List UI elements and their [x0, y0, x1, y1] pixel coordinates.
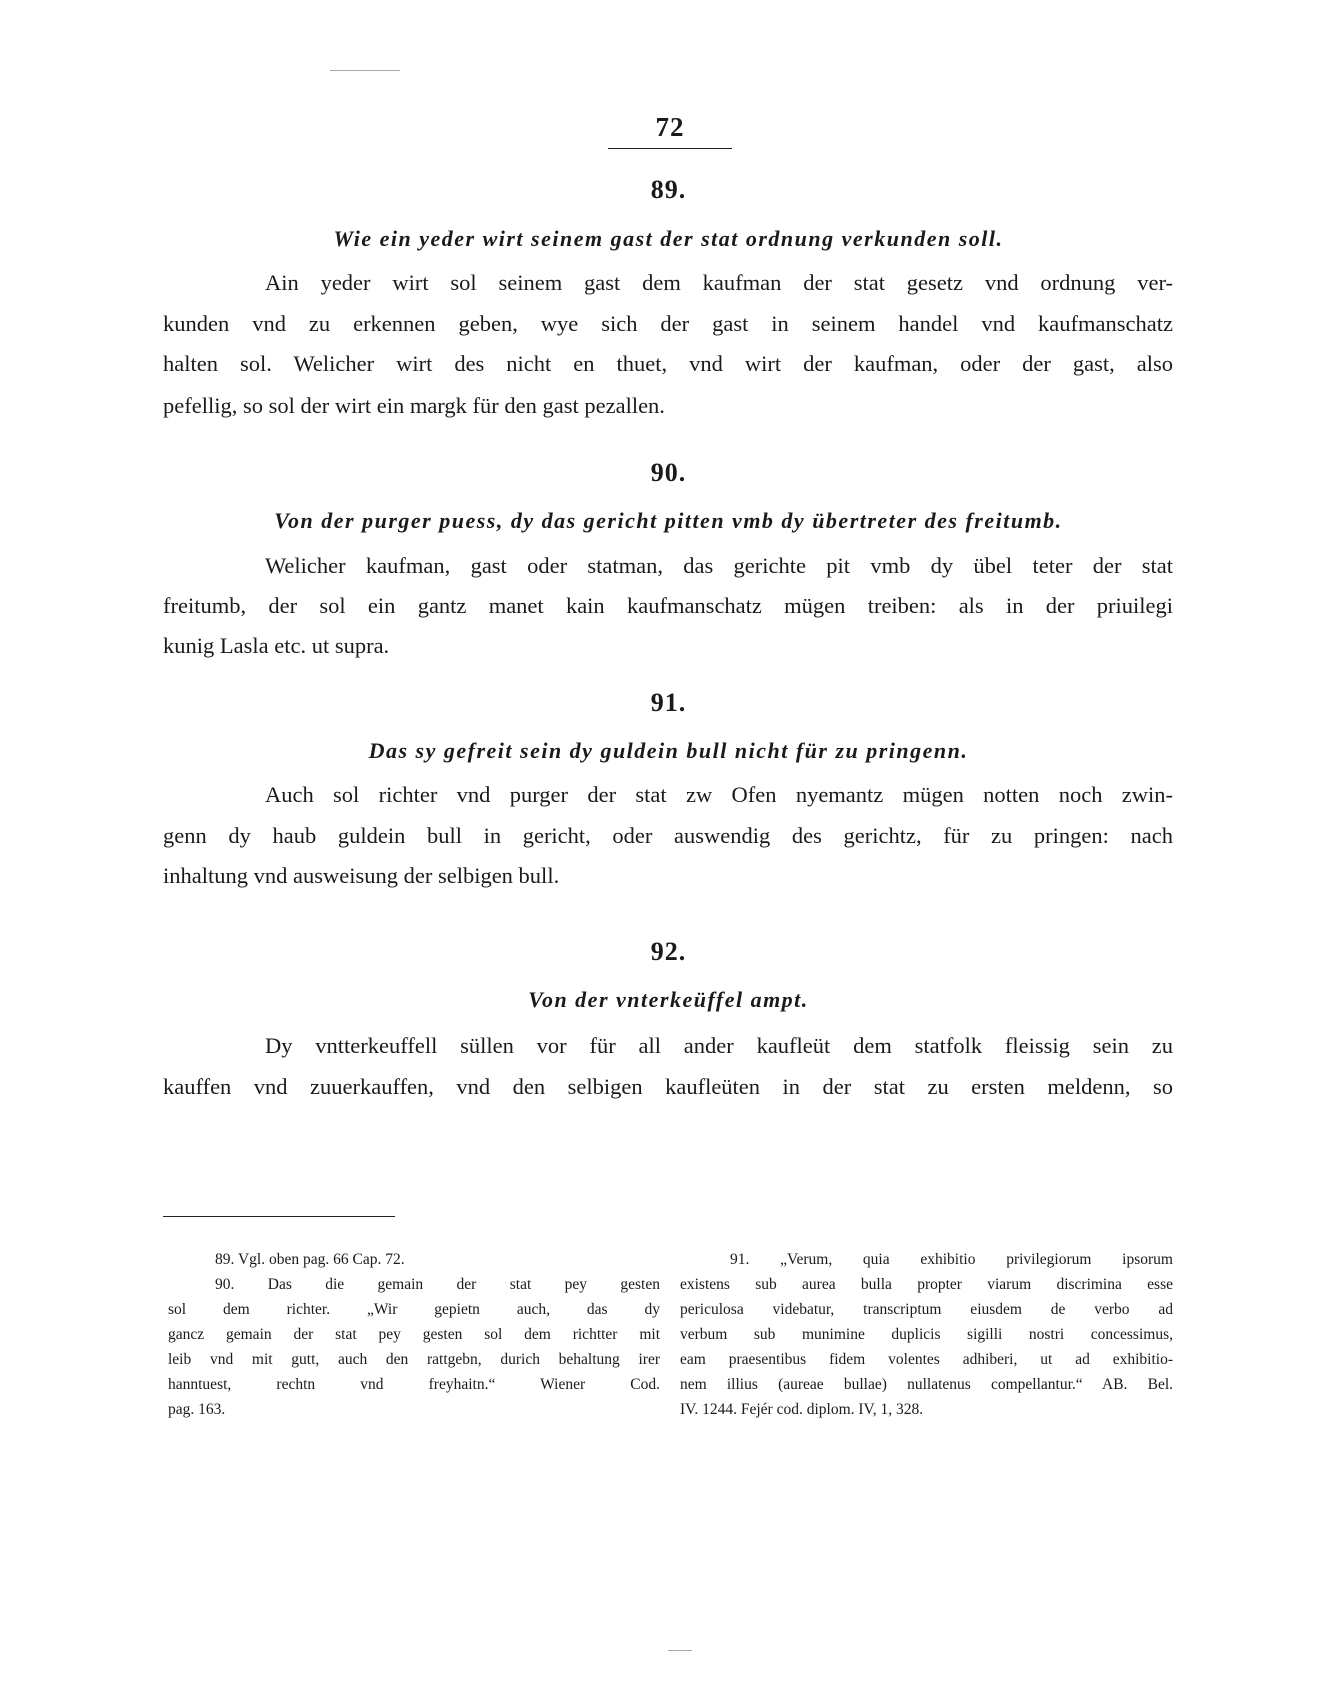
section-number: 92. [650, 937, 687, 966]
section-number: 91. [650, 688, 687, 717]
footnote-rule [163, 1216, 395, 1217]
section-number: 90. [650, 458, 687, 487]
body-line: Ain yeder wirt sol seinem gast dem kaufman der stat gesetz vnd ordnung ver- [265, 270, 1173, 295]
footnote-line: gancz gemain der stat pey gesten sol dem richtter mit [168, 1326, 660, 1343]
scan-speck [668, 1650, 692, 1651]
footnote-line: 89. Vgl. oben pag. 66 Cap. 72. [215, 1251, 405, 1268]
section-title: Von der vnterkeüffel ampt. [528, 987, 809, 1012]
body-line: freitumb, der sol ein gantz manet kain kaufmanschatz mügen treiben: als in der priuilegi [163, 593, 1173, 618]
footnote-line: IV. 1244. Fejér cod. diplom. IV, 1, 328. [680, 1401, 924, 1418]
footnote-line: sol dem richter. „Wir gepietn auch, das dy [168, 1301, 660, 1318]
body-line: Auch sol richter vnd purger der stat zw Ofen nyemantz mügen notten noch zwin- [265, 782, 1173, 807]
section-title: Von der purger puess, dy das gericht pitten vmb dy übertreter des freitumb. [274, 508, 1063, 533]
body-line: pefellig, so sol der wirt ein margk für den gast pezallen. [163, 393, 665, 418]
footnote-line: 90. Das die gemain der stat pey gesten [215, 1276, 660, 1293]
body-line: genn dy haub guldein bull in gericht, oder auswendig des gerichtz, für zu pringen: nach [163, 823, 1173, 848]
body-line: kunden vnd zu erkennen geben, wye sich der gast in seinem handel vnd kaufmanschatz [163, 311, 1173, 336]
footnote-line: leib vnd mit gutt, auch den rattgebn, durich behaltung irer [168, 1351, 660, 1368]
section-title: Das sy gefreit sein dy guldein bull nicht für zu pringenn. [368, 738, 969, 763]
section-title: Wie ein yeder wirt seinem gast der stat ordnung verkunden soll. [333, 226, 1004, 251]
body-line: halten sol. Welicher wirt des nicht en thuet, vnd wirt der kaufman, oder der gast, also [163, 351, 1173, 376]
body-line: Dy vntterkeuffell süllen vor für all ander kaufleüt dem statfolk fleissig sein zu [265, 1033, 1173, 1058]
footnote-line: existens sub aurea bulla propter viarum discrimina esse [680, 1276, 1173, 1293]
footnote-line: eam praesentibus fidem volentes adhiberi, ut ad exhibitio- [680, 1351, 1173, 1368]
body-line: kunig Lasla etc. ut supra. [163, 633, 390, 658]
body-line: inhaltung vnd ausweisung der selbigen bull. [163, 863, 560, 888]
footnote-line: pag. 163. [168, 1401, 226, 1418]
footnote-line: verbum sub munimine duplicis sigilli nostri concessimus, [680, 1326, 1173, 1343]
section-number: 89. [650, 175, 687, 204]
page-number-rule [608, 148, 732, 149]
footnote-line: periculosa videbatur, transcriptum eiusdem de verbo ad [680, 1301, 1173, 1318]
footnote-line: hanntuest, rechtn vnd freyhaitn.“ Wiener Cod. [168, 1376, 660, 1393]
page-number: 72 [655, 112, 685, 142]
footnote-line: 91. „Verum, quia exhibitio privilegiorum ipsorum [730, 1251, 1173, 1268]
body-line: Welicher kaufman, gast oder statman, das gerichte pit vmb dy übel teter der stat [265, 553, 1173, 578]
scan-speck [330, 70, 400, 71]
body-line: kauffen vnd zuuerkauffen, vnd den selbigen kaufleüten in der stat zu ersten meldenn, so [163, 1074, 1173, 1099]
footnote-line: nem illius (aureae bullae) nullatenus compellantur.“ AB. Bel. [680, 1376, 1173, 1393]
